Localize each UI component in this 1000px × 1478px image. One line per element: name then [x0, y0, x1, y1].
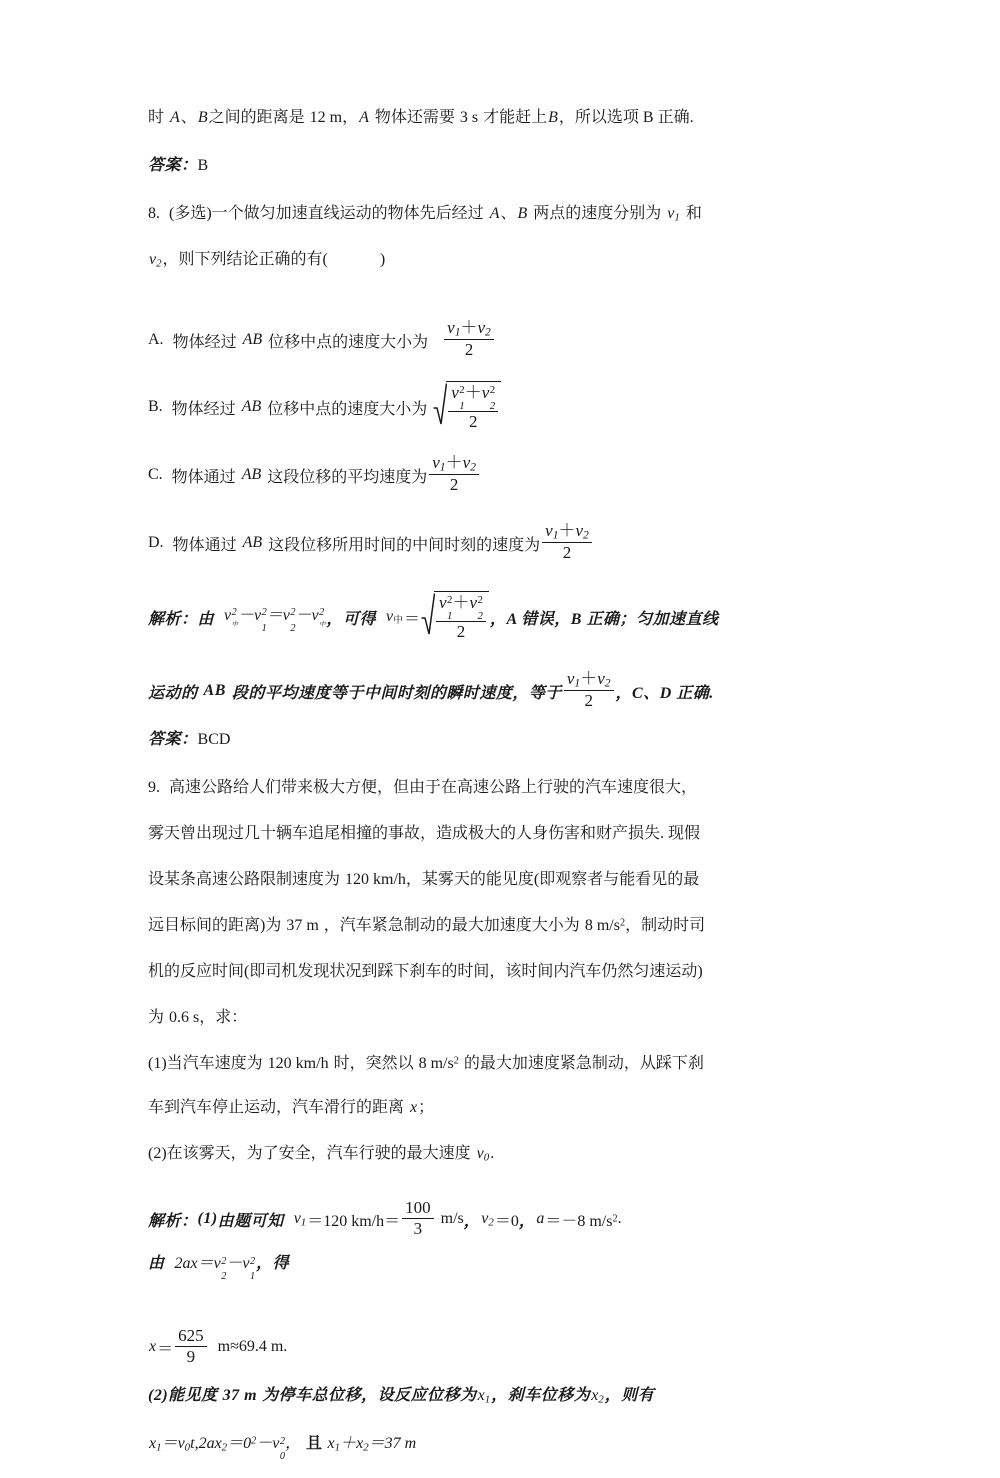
q7-sep: 、	[180, 109, 197, 126]
q9-line3-b: ，某雾天的能见度(即观察者与能看见的最	[405, 871, 700, 888]
solution-9-frac1-num: 100	[402, 1199, 434, 1219]
option-d-formula	[542, 522, 592, 563]
solution-8-verdict-1: A 错误，B 正确；匀加速直线	[506, 610, 719, 628]
solution-9-a: a	[536, 1210, 545, 1227]
solution-9-line-1	[148, 1188, 848, 1250]
answer-label: 答案：	[148, 157, 198, 174]
option-a[interactable]	[148, 308, 848, 372]
q8-stem-1: 一个做匀加速直线运动的物体先后经过	[211, 205, 484, 222]
option-d-label: D.	[148, 534, 164, 551]
q9-part-1-line-1	[148, 1050, 848, 1094]
solution-8-line2-1: 运动的	[148, 684, 198, 702]
solution-8-then: 可得	[342, 610, 376, 628]
q9-part-1-line-2	[148, 1094, 848, 1140]
solution-9-x: x	[149, 1338, 157, 1355]
solution-9-line3-tail: m≈69.4 m.	[217, 1338, 288, 1355]
q9-line-5	[148, 958, 848, 1004]
q9-visibility: 37 m	[286, 917, 319, 934]
q8-stem-4: ，则下列结论正确的有(	[162, 251, 328, 268]
solution-9-part2-c: ，刹车位移为	[491, 1387, 591, 1404]
q8-stem-5: )	[379, 251, 386, 268]
q9-text-line-2: 雾天曾出现过几十辆车追尾相撞的事故，造成极大的人身伤害和财产损失. 现假	[148, 825, 701, 842]
q9-part2-key: (2)	[148, 1145, 167, 1162]
solution-9-comma2: ，	[518, 1212, 536, 1230]
solution-8-line2-2: 段的平均速度等于中间时刻的瞬时速度，等于	[231, 684, 562, 702]
option-c-numerator: $v_1+v_2$	[429, 454, 479, 476]
solution-8-line2-3: ，C、D 正确.	[615, 684, 714, 702]
solution-8-frac-num: $v_1+v_2$	[564, 670, 614, 692]
solution-9-line2-equation: 2ax＝ v 2 2 － v 2 1	[174, 1255, 256, 1282]
option-c-label: C.	[148, 466, 163, 483]
q9-line-3	[148, 866, 848, 912]
solution-8-sqrt	[421, 591, 489, 642]
q9-part1-line2-b: ；	[418, 1099, 435, 1116]
solution-label: 解析：	[148, 610, 198, 628]
q9-part2-var: $v_0$	[476, 1145, 490, 1164]
q9-part2-text-b: .	[490, 1145, 495, 1162]
solution-8-lead: 由	[197, 610, 215, 628]
q7-point-a2: A	[359, 109, 369, 126]
solution-9-part-2	[148, 1382, 848, 1430]
answer-8	[148, 726, 848, 774]
q8-stem-2: 两点的速度分别为	[533, 205, 662, 222]
q8-tag: (多选)	[169, 205, 212, 222]
solution-9-line2-tail: ，得	[256, 1255, 290, 1272]
q9-limit-speed: 120 km/h	[345, 871, 406, 888]
solution-8-segment: AB	[203, 682, 226, 699]
q9-part1-key: (1)	[148, 1055, 167, 1072]
q9-line3-a: 设某条高速公路限制速度为	[148, 871, 341, 888]
option-b-text-1: 物体经过	[171, 400, 236, 418]
option-a-text-1: 物体经过	[172, 333, 237, 351]
q8-stem-line-2	[148, 246, 848, 308]
option-a-numerator: $v_1+v_2$	[444, 319, 494, 341]
q9-part1-speed: 120 km/h	[267, 1055, 329, 1072]
q7-comma2: ，	[558, 109, 575, 126]
solution-9-x1: $x_1$	[477, 1387, 491, 1406]
q7-text-mid2: 物体还需要	[374, 109, 455, 126]
q9-number: 9.	[148, 779, 160, 796]
option-c-text-2: 这段位移的平均速度为	[267, 468, 428, 486]
option-d-numerator: $v_1+v_2$	[542, 522, 592, 544]
solution-8-numerator: v 2 1 ＋ v 2 2	[436, 594, 486, 623]
option-a-label: A.	[148, 331, 164, 348]
option-c[interactable]	[148, 442, 848, 508]
solution-9-frac1-den: 3	[413, 1218, 423, 1238]
q7-text-end: 所以选项 B 正确.	[574, 109, 694, 126]
option-a-segment: AB	[242, 331, 263, 348]
solution-9-frac2-den: 9	[186, 1346, 196, 1366]
solution-9-line-3	[148, 1312, 848, 1382]
q7-tail-line	[148, 104, 848, 152]
q8-stem-3: 和	[685, 205, 702, 222]
q9-react-time: 0.6 s	[169, 1009, 200, 1026]
solution-9-part2-d: ，则有	[604, 1387, 655, 1404]
q9-part1-text-b: 时，突然以	[333, 1055, 414, 1072]
q7-text-mid3: 才能赶上	[483, 109, 548, 126]
q9-text-line-5: 机的反应时间(即司机发现状况到踩下刹车的时间，该时间内汽车仍然匀速运动)	[148, 963, 703, 980]
answer-label: 答案：	[148, 731, 198, 748]
option-a-text-2: 位移中点的速度大小为	[268, 333, 429, 351]
solution-8-comma1: ，	[326, 610, 343, 628]
q7-comma1: ，	[342, 109, 359, 126]
q7-distance: 12 m	[309, 109, 343, 126]
solution-8-v-mid: $v_中$	[385, 607, 403, 627]
option-a-denominator: 2	[464, 340, 474, 360]
radical-sign-icon	[433, 382, 447, 433]
q8-v2: $v_2$	[149, 251, 162, 270]
solution-9-part1-lead: 由题可知	[217, 1212, 284, 1230]
q9-line4-a: 远目标间的距离)为	[148, 917, 282, 934]
solution-9-comma1: ，	[463, 1212, 481, 1230]
option-b[interactable]	[148, 372, 848, 442]
q7-text-mid: 之间的距离是	[208, 109, 305, 126]
solution-9-line2-lead: 由	[148, 1255, 165, 1272]
q9-part1-line2-a: 车到汽车停止运动，汽车滑行的距离	[148, 1099, 405, 1116]
solution-8-equation-lhs: v 2 中 － v 2 1 ＝ v 2 2 － v 2 中	[224, 606, 326, 634]
q9-part1-text-a: 当汽车速度为	[166, 1055, 263, 1072]
solution-9-frac2-num: 625	[175, 1327, 207, 1347]
solution-8-radicand	[434, 591, 489, 642]
option-a-formula	[444, 319, 494, 360]
solution-9-line3-eq: ＝	[157, 1340, 174, 1358]
q7-text-before: 时	[148, 109, 165, 126]
solution-9-part2-visibility: 37 m	[222, 1387, 258, 1404]
q9-part1-text-c: 的最大加速度紧急制动，从踩下刹	[463, 1055, 704, 1072]
option-b-label: B.	[148, 398, 163, 415]
option-b-segment: AB	[241, 398, 262, 415]
q7-time: 3 s	[459, 109, 479, 126]
q7-point-b2: B	[548, 109, 558, 126]
answer-value: B	[197, 157, 209, 174]
q8-number: 8.	[148, 205, 160, 222]
solution-8-denominator: 2	[456, 622, 466, 642]
q9-line-2	[148, 820, 848, 866]
solution-9-part2-a: 能见度	[168, 1387, 218, 1404]
option-c-formula	[429, 454, 479, 495]
option-b-radicand	[446, 381, 501, 432]
q9-line6-a: 为	[148, 1009, 165, 1026]
q9-max-accel: 8 $m/s^2$	[584, 917, 626, 934]
document-page	[148, 104, 848, 1478]
solution-8-frac-den: 2	[584, 691, 593, 711]
option-d-text-1: 物体通过	[172, 536, 237, 554]
option-b-denominator: 2	[468, 412, 478, 432]
solution-9-part2-key: (2)	[148, 1387, 169, 1404]
option-b-formula	[433, 381, 501, 432]
solution-9-eq3: ＝－8 $m/s^2$	[545, 1212, 618, 1230]
solution-8-fraction	[564, 670, 614, 711]
q8-v1: $v_1$	[667, 205, 680, 224]
option-b-text-2: 位移中点的速度大小为	[267, 400, 428, 418]
solution-8-line-2	[148, 656, 848, 726]
solution-9-period: .	[617, 1210, 622, 1227]
solution-9-fraction-1	[402, 1199, 434, 1238]
option-d-denominator: 2	[562, 543, 572, 563]
solution-9-fraction-2	[175, 1327, 207, 1366]
solution-9-x2: $x_2$	[591, 1387, 604, 1406]
q9-line4-c: ，制动时司	[625, 917, 706, 934]
solution-9-eq2: ＝0	[494, 1212, 519, 1230]
q9-part2-text-a: 在该雾天，为了安全，汽车行驶的最大速度	[166, 1145, 471, 1162]
q9-line-1	[148, 774, 848, 820]
solution-8-eq: ＝	[403, 610, 420, 628]
option-b-numerator: v 2 1 ＋ v 2 2	[448, 384, 498, 413]
q9-text-line-1: 高速公路给人们带来极大方便，但由于在高速公路上行驶的汽车速度很大，	[169, 779, 698, 796]
solution-9-part1-key: (1)	[197, 1210, 218, 1227]
solution-9-unit: m/s	[440, 1210, 464, 1227]
q9-line4-b: ，汽车紧急制动的最大加速度大小为	[323, 917, 580, 934]
q9-line-4	[148, 912, 848, 958]
solution-9-eq1: ＝120 km/h＝	[307, 1212, 401, 1230]
solution-9-final-equation	[148, 1430, 848, 1478]
option-d[interactable]	[148, 508, 848, 578]
q8-stem-line-1	[148, 200, 848, 246]
q9-part1-accel: 8 $m/s^2$	[418, 1055, 459, 1072]
answer-7	[148, 152, 848, 200]
solution-9-v2: $v_2$	[481, 1209, 494, 1229]
q7-point-b: B	[197, 109, 208, 126]
solution-8-comma2: ，	[489, 610, 507, 628]
option-c-denominator: 2	[449, 475, 459, 495]
solution-9-final-eq-text: $x_1=v_0t,2ax_2=0^2-$ v 2 0 ， 且 $x_1+x_2=37$ m	[149, 1435, 417, 1462]
q9-line-6	[148, 1004, 848, 1050]
q9-part-2	[148, 1140, 848, 1188]
option-c-text-1: 物体通过	[171, 468, 236, 486]
answer-value: BCD	[197, 731, 231, 748]
solution-8-line-1	[148, 578, 848, 656]
option-d-text-2: 这段位移所用时间的中间时刻的速度为	[268, 536, 541, 554]
option-c-segment: AB	[241, 466, 262, 483]
q8-point-a: A	[489, 205, 500, 222]
option-d-segment: AB	[242, 534, 263, 551]
q9-part1-var: x	[410, 1099, 418, 1116]
solution-label: 解析：	[148, 1212, 198, 1230]
q7-point-a: A	[170, 109, 180, 126]
q9-line6-b: ，求：	[199, 1009, 248, 1026]
q8-point-b: B	[517, 205, 528, 222]
solution-9-line-2	[148, 1250, 848, 1312]
solution-9-v1: $v_1$	[293, 1209, 307, 1229]
solution-9-part2-b: 为停车总位移，设反应位移为	[262, 1387, 477, 1404]
radical-sign-icon	[421, 592, 435, 643]
q8-dot: 、	[500, 205, 517, 222]
